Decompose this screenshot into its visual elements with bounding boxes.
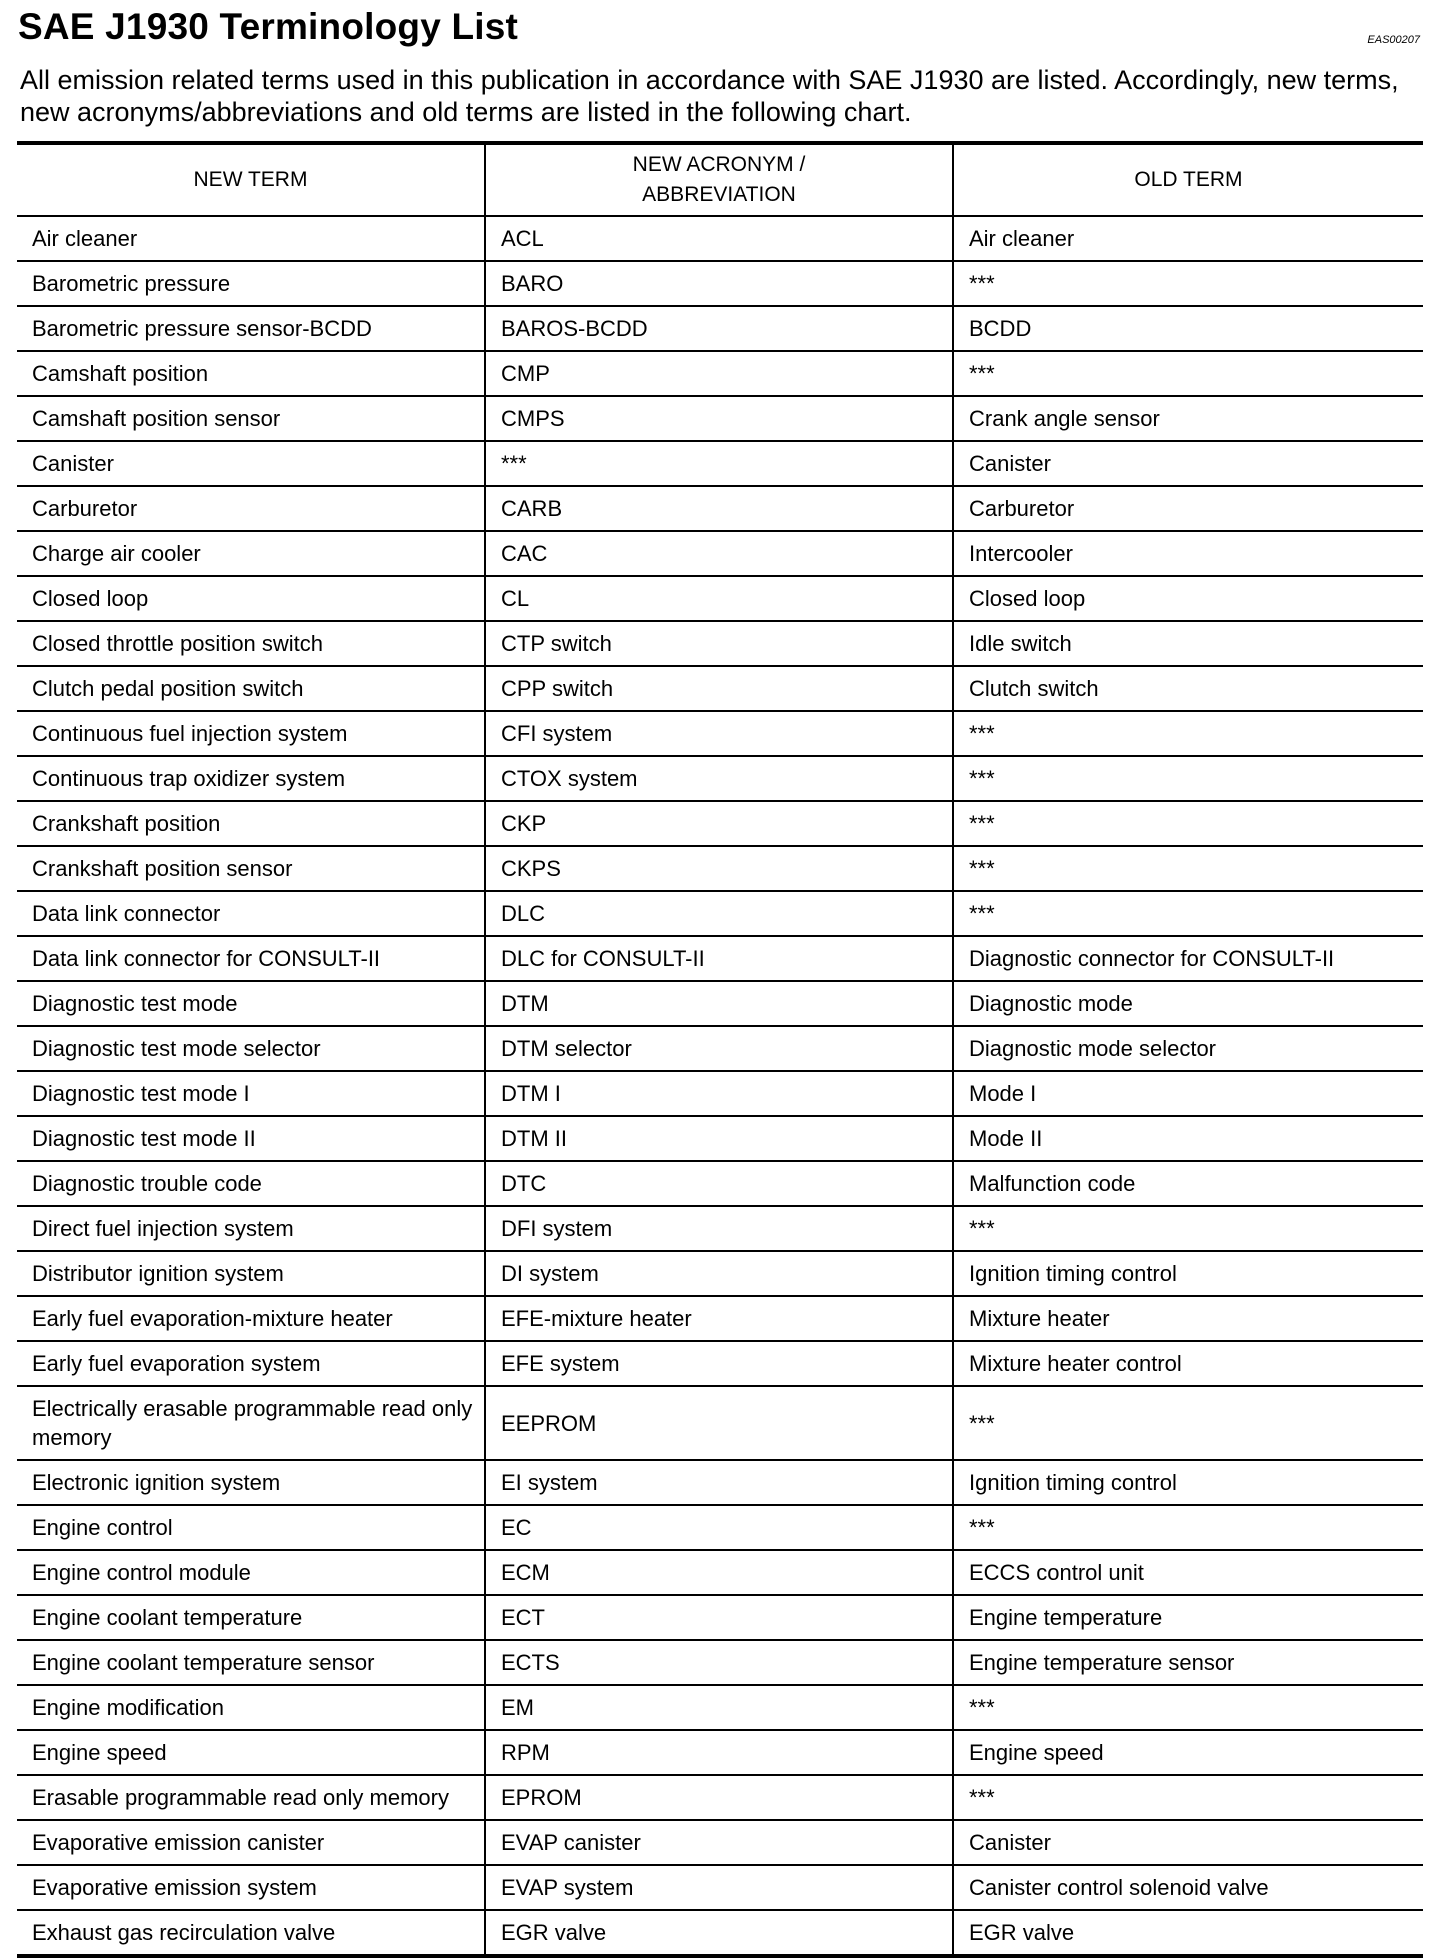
new-acronym-cell: ECT [485, 1595, 953, 1640]
new-acronym-cell: EC [485, 1505, 953, 1550]
old-term-cell: Ignition timing control [953, 1251, 1423, 1296]
old-term-cell: Diagnostic mode selector [953, 1026, 1423, 1071]
new-acronym-cell: BARO [485, 261, 953, 306]
old-term-cell: Idle switch [953, 621, 1423, 666]
new-acronym-cell: EFE-mixture heater [485, 1296, 953, 1341]
new-term-cell: Early fuel evaporation system [17, 1341, 485, 1386]
header-new-acronym-line2: ABBREVIATION [642, 183, 796, 206]
new-term-cell: Engine coolant temperature [17, 1595, 485, 1640]
new-term-cell: Continuous fuel injection system [17, 711, 485, 756]
new-acronym-cell: CMPS [485, 396, 953, 441]
table-row [17, 1910, 1423, 1956]
old-term-cell: Mixture heater control [953, 1341, 1423, 1386]
table-row [17, 1026, 1423, 1071]
old-term-cell: Crank angle sensor [953, 396, 1423, 441]
new-term-cell: Barometric pressure sensor-BCDD [17, 306, 485, 351]
new-acronym-cell: CL [485, 576, 953, 621]
old-term-cell: Intercooler [953, 531, 1423, 576]
table-row [17, 756, 1423, 801]
new-term-cell: Data link connector for CONSULT-II [17, 936, 485, 981]
new-term-cell: Engine control module [17, 1550, 485, 1595]
table-row [17, 711, 1423, 756]
old-term-cell: *** [953, 351, 1423, 396]
old-term-cell: Canister [953, 1820, 1423, 1865]
new-acronym-cell: CTP switch [485, 621, 953, 666]
new-term-cell: Closed loop [17, 576, 485, 621]
new-acronym-cell: EEPROM [485, 1386, 953, 1460]
table-row [17, 891, 1423, 936]
table-row [17, 621, 1423, 666]
new-term-cell: Diagnostic test mode [17, 981, 485, 1026]
old-term-cell: Air cleaner [953, 216, 1423, 261]
new-term-cell: Early fuel evaporation-mixture heater [17, 1296, 485, 1341]
new-term-cell: Camshaft position sensor [17, 396, 485, 441]
new-acronym-cell: EVAP system [485, 1865, 953, 1910]
old-term-cell: *** [953, 711, 1423, 756]
new-acronym-cell: DTM [485, 981, 953, 1026]
table-row [17, 1296, 1423, 1341]
table-row [17, 1685, 1423, 1730]
table-row [17, 1775, 1423, 1820]
table-row [17, 936, 1423, 981]
new-term-cell: Direct fuel injection system [17, 1206, 485, 1251]
new-acronym-cell: DI system [485, 1251, 953, 1296]
table-row [17, 1550, 1423, 1595]
table-row [17, 666, 1423, 711]
table-row [17, 846, 1423, 891]
old-term-cell: Carburetor [953, 486, 1423, 531]
table-row [17, 1820, 1423, 1865]
new-term-cell: Diagnostic test mode I [17, 1071, 485, 1116]
new-term-cell: Diagnostic test mode II [17, 1116, 485, 1161]
new-term-cell: Continuous trap oxidizer system [17, 756, 485, 801]
intro-paragraph: All emission related terms used in this publication in accordance with SAE J1930 are listed. Accordingly, new terms, new acronyms/abbreviations and old terms are listed in the following chart. [20, 65, 1399, 127]
new-term-cell: Engine coolant temperature sensor [17, 1640, 485, 1685]
table-row [17, 1116, 1423, 1161]
new-acronym-cell: CKPS [485, 846, 953, 891]
old-term-cell: *** [953, 1206, 1423, 1251]
table-row [17, 1341, 1423, 1386]
new-acronym-cell: DTM II [485, 1116, 953, 1161]
table-row [17, 1251, 1423, 1296]
old-term-cell: Closed loop [953, 576, 1423, 621]
old-term-cell: *** [953, 1505, 1423, 1550]
new-term-cell: Carburetor [17, 486, 485, 531]
new-term-cell: Electronic ignition system [17, 1460, 485, 1505]
new-acronym-cell: CMP [485, 351, 953, 396]
new-term-cell: Crankshaft position sensor [17, 846, 485, 891]
new-term-cell: Diagnostic trouble code [17, 1161, 485, 1206]
table-row [17, 486, 1423, 531]
new-acronym-cell: DFI system [485, 1206, 953, 1251]
table-row [17, 576, 1423, 621]
new-term-cell: Engine modification [17, 1685, 485, 1730]
old-term-cell: BCDD [953, 306, 1423, 351]
table-row [17, 1730, 1423, 1775]
new-term-cell: Evaporative emission canister [17, 1820, 485, 1865]
table-row [17, 351, 1423, 396]
table-row [17, 981, 1423, 1026]
new-term-cell: Engine control [17, 1505, 485, 1550]
table-row [17, 306, 1423, 351]
table-header-row [17, 143, 1423, 216]
old-term-cell: Mixture heater [953, 1296, 1423, 1341]
table-row [17, 396, 1423, 441]
document-id: EAS00207 [1367, 34, 1420, 46]
old-term-cell: *** [953, 891, 1423, 936]
table-row [17, 441, 1423, 486]
new-term-cell: Electrically erasable programmable read only memory [17, 1386, 485, 1460]
header-new-acronym [485, 143, 953, 216]
old-term-cell: Canister [953, 441, 1423, 486]
new-term-cell: Canister [17, 441, 485, 486]
new-acronym-cell: CARB [485, 486, 953, 531]
new-acronym-cell: RPM [485, 1730, 953, 1775]
old-term-cell: Malfunction code [953, 1161, 1423, 1206]
table-row [17, 1865, 1423, 1910]
new-term-cell: Clutch pedal position switch [17, 666, 485, 711]
new-acronym-cell: EGR valve [485, 1910, 953, 1956]
new-acronym-cell: CPP switch [485, 666, 953, 711]
table-row [17, 1161, 1423, 1206]
new-acronym-cell: CTOX system [485, 756, 953, 801]
new-term-cell: Air cleaner [17, 216, 485, 261]
new-acronym-cell: EM [485, 1685, 953, 1730]
old-term-cell: *** [953, 1775, 1423, 1820]
new-acronym-cell: DTM selector [485, 1026, 953, 1071]
new-acronym-cell: CKP [485, 801, 953, 846]
header-old-term: OLD TERM [953, 143, 1423, 216]
new-acronym-cell: CFI system [485, 711, 953, 756]
old-term-cell: Mode II [953, 1116, 1423, 1161]
table-row [17, 1640, 1423, 1685]
new-term-cell: Distributor ignition system [17, 1251, 485, 1296]
terminology-table [17, 141, 1423, 1958]
old-term-cell: Diagnostic connector for CONSULT-II [953, 936, 1423, 981]
old-term-cell: Engine speed [953, 1730, 1423, 1775]
old-term-cell: *** [953, 756, 1423, 801]
new-acronym-cell: ECTS [485, 1640, 953, 1685]
table-row [17, 1595, 1423, 1640]
new-term-cell: Camshaft position [17, 351, 485, 396]
new-term-cell: Evaporative emission system [17, 1865, 485, 1910]
old-term-cell: Canister control solenoid valve [953, 1865, 1423, 1910]
table-row [17, 1386, 1423, 1460]
old-term-cell: ECCS control unit [953, 1550, 1423, 1595]
old-term-cell: Ignition timing control [953, 1460, 1423, 1505]
table-row [17, 1505, 1423, 1550]
table-row [17, 1071, 1423, 1116]
new-acronym-cell: EVAP canister [485, 1820, 953, 1865]
header-new-term: NEW TERM [17, 143, 485, 216]
old-term-cell: *** [953, 1386, 1423, 1460]
old-term-cell: *** [953, 261, 1423, 306]
old-term-cell: *** [953, 846, 1423, 891]
header-new-acronym-line1: NEW ACRONYM / [632, 153, 806, 176]
old-term-cell: Engine temperature sensor [953, 1640, 1423, 1685]
table-row [17, 216, 1423, 261]
old-term-cell: *** [953, 801, 1423, 846]
new-acronym-cell: ECM [485, 1550, 953, 1595]
new-acronym-cell: EPROM [485, 1775, 953, 1820]
table-row [17, 1460, 1423, 1505]
new-term-cell: Charge air cooler [17, 531, 485, 576]
new-acronym-cell: EFE system [485, 1341, 953, 1386]
new-term-cell: Barometric pressure [17, 261, 485, 306]
new-acronym-cell: EI system [485, 1460, 953, 1505]
old-term-cell: *** [953, 1685, 1423, 1730]
new-term-cell: Closed throttle position switch [17, 621, 485, 666]
table-row [17, 531, 1423, 576]
old-term-cell: EGR valve [953, 1910, 1423, 1956]
old-term-cell: Clutch switch [953, 666, 1423, 711]
new-acronym-cell: DLC [485, 891, 953, 936]
new-term-cell: Diagnostic test mode selector [17, 1026, 485, 1071]
new-term-cell: Exhaust gas recirculation valve [32, 1920, 336, 1945]
new-term-cell: Data link connector [17, 891, 485, 936]
new-acronym-cell: BAROS-BCDD [485, 306, 953, 351]
table-row [17, 1206, 1423, 1251]
new-acronym-cell: CAC [485, 531, 953, 576]
new-term-cell: Crankshaft position [17, 801, 485, 846]
new-term-cell: Erasable programmable read only memory [17, 1775, 485, 1820]
old-term-cell: Mode I [953, 1071, 1423, 1116]
new-acronym-cell: DTM I [485, 1071, 953, 1116]
old-term-cell: Diagnostic mode [953, 981, 1423, 1026]
new-acronym-cell: *** [485, 441, 953, 486]
page-title: SAE J1930 Terminology List [18, 6, 519, 47]
new-acronym-cell: DLC for CONSULT-II [485, 936, 953, 981]
table-body [17, 216, 1423, 1956]
new-acronym-cell: ACL [485, 216, 953, 261]
table-row [17, 801, 1423, 846]
new-term-cell: Engine speed [17, 1730, 485, 1775]
old-term-cell: Engine temperature [953, 1595, 1423, 1640]
new-acronym-cell: DTC [485, 1161, 953, 1206]
table-row [17, 261, 1423, 306]
